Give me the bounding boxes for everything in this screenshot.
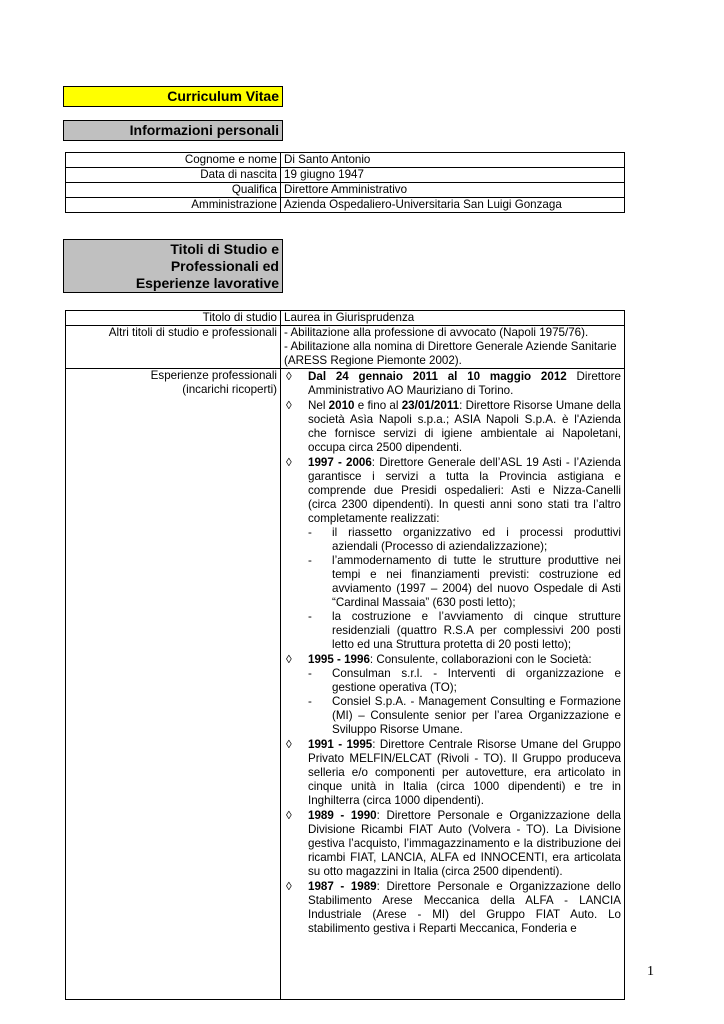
heading-line: Professionali ed	[170, 258, 279, 274]
diamond-bullet-icon: ◊	[286, 738, 292, 751]
experience-text: 1991 - 1995: Direttore Centrale Risorse Umane del Gruppo Privato MELFIN/ELCAT (Rivoli - TO). Il Gruppo produceva selleria e/o componenti per autovetture, era articolato in cinque unità in Italia (circa 1000 dipendenti) e tre in Inghilterra (circa 1000 dipendenti).	[308, 738, 622, 807]
table-row	[66, 168, 625, 183]
diamond-bullet-icon: ◊	[286, 370, 292, 383]
surname-name-label: Cognome e nome	[66, 153, 281, 168]
degree-label: Titolo di studio	[66, 311, 281, 326]
experience-text: 1997 - 2006: Direttore Generale dell’ASL 19 Asti - l’Azienda garantisce i servizi a tutta la Provincia astigiana e comprende due Presidi ospedalieri: Asti e Nizza-Canelli (circa 2300 dipendenti). In questi anni sono stati tra l’altro completamente realizzati:	[308, 456, 621, 525]
birth-date-label: Data di nascita	[66, 168, 281, 183]
other-title-item: - Abilitazione alla professione di avvocato (Napoli 1975/76).	[284, 326, 589, 339]
personal-info-table	[65, 152, 625, 213]
qualification-value: Direttore Amministrativo	[281, 183, 625, 198]
experience-item	[284, 399, 621, 455]
list-item: - la costruzione e l’avviamento di cinque strutture residenziali (quattro R.S.A per complessivi 200 posti letto ed una Struttura protetta di 20 posti letto);	[308, 610, 621, 651]
other-title-item: - Abilitazione alla nomina di Direttore Generale Aziende Sanitarie (ARESS Regione Piemonte 2002).	[284, 340, 617, 367]
diamond-bullet-icon: ◊	[286, 653, 292, 666]
personal-info-heading: Informazioni personali	[63, 120, 283, 141]
experience-item	[284, 880, 621, 936]
heading-line: Titoli di Studio e	[170, 241, 279, 257]
qualification-label: Qualifica	[66, 183, 281, 198]
table-row	[66, 369, 625, 1000]
diamond-bullet-icon: ◊	[286, 809, 292, 822]
administration-label: Amministrazione	[66, 198, 281, 213]
birth-date-value: 19 giugno 1947	[281, 168, 625, 183]
experience-text: 1987 - 1989: Direttore Personale e Organizzazione dello Stabilimento Arese Meccanica della ALFA - LANCIA Industriale (Arese - MI) del Gruppo FIAT Auto. Lo stabilimento gestiva i Reparti Meccanica, Fonderia e	[308, 880, 621, 935]
sub-list	[284, 667, 621, 737]
table-row	[66, 311, 625, 326]
experience-text: 1995 - 1996: Consulente, collaborazioni con le Società:	[308, 653, 592, 666]
experience-text: Nel 2010 e fino al 23/01/2011: Direttore Risorse Umane della società Asìa Napoli s.p.a.; ASIA Napoli S.p.A. è l'Azienda che fornisce servizi di igiene ambientale ai Napoletani, occupa circa 2500 dipendenti.	[308, 399, 621, 454]
table-row	[66, 326, 625, 369]
experience-list	[281, 369, 625, 1000]
table-row	[66, 153, 625, 168]
studies-experience-heading	[63, 239, 283, 293]
list-item: - Consulman s.r.l. - Interventi di organizzazione e gestione operativa (TO);	[308, 667, 621, 694]
surname-name-value: Di Santo Antonio	[281, 153, 625, 168]
list-item: - l’ammodernamento di tutte le strutture produttive nei tempi e nei finanziamenti previsti: costruzione ed avviamento (1997 – 2004) del nuovo Ospedale di Asti “Cardinal Massaia” (630 posti letto);	[308, 554, 621, 609]
experience-label	[66, 369, 281, 1000]
degree-value: Laurea in Giurisprudenza	[281, 311, 625, 326]
experience-item	[284, 809, 621, 879]
experience-text: Dal 24 gennaio 2011 al 10 maggio 2012 Direttore Amministrativo AO Mauriziano di Torino.	[308, 370, 621, 397]
experience-item	[284, 738, 621, 808]
list-item: - il riassetto organizzativo ed i processi produttivi aziendali (Processo di aziendalizzazione);	[308, 526, 621, 553]
list-item: - Consiel S.p.A. - Management Consulting e Formazione (MI) – Consulente senior per l’area Organizzazione e Sviluppo Risorse Umane.	[308, 695, 621, 736]
diamond-bullet-icon: ◊	[286, 456, 292, 469]
administration-value: Azienda Ospedaliero-Universitaria San Luigi Gonzaga	[281, 198, 625, 213]
diamond-bullet-icon: ◊	[286, 880, 292, 893]
experience-item	[284, 456, 621, 526]
page-number: 1	[647, 964, 654, 979]
table-row	[66, 183, 625, 198]
other-titles-label: Altri titoli di studio e professionali	[66, 326, 281, 369]
heading-line: Esperienze lavorative	[135, 275, 279, 291]
experience-item	[284, 653, 621, 667]
table-row	[66, 198, 625, 213]
studies-experience-table	[65, 310, 625, 1000]
experience-item	[284, 370, 621, 398]
experience-text: 1989 - 1990: Direttore Personale e Organizzazione della Divisione Ricambi FIAT Auto (Volvera - TO). La Divisione gestiva l’acquisto, l’immagazzinamento e la distribuzione dei ricambi FIAT, LANCIA, ALFA ed INNOCENTI, era articolata su otto magazzini in Italia (circa 2500 dipendenti).	[308, 809, 621, 878]
experience-label-line: (incarichi ricoperti)	[182, 383, 277, 396]
diamond-bullet-icon: ◊	[286, 399, 292, 412]
other-titles-value	[281, 326, 625, 369]
experience-label-line: Esperienze professionali	[150, 369, 277, 382]
cv-title: Curriculum Vitae	[63, 86, 283, 107]
sub-list	[284, 526, 621, 652]
